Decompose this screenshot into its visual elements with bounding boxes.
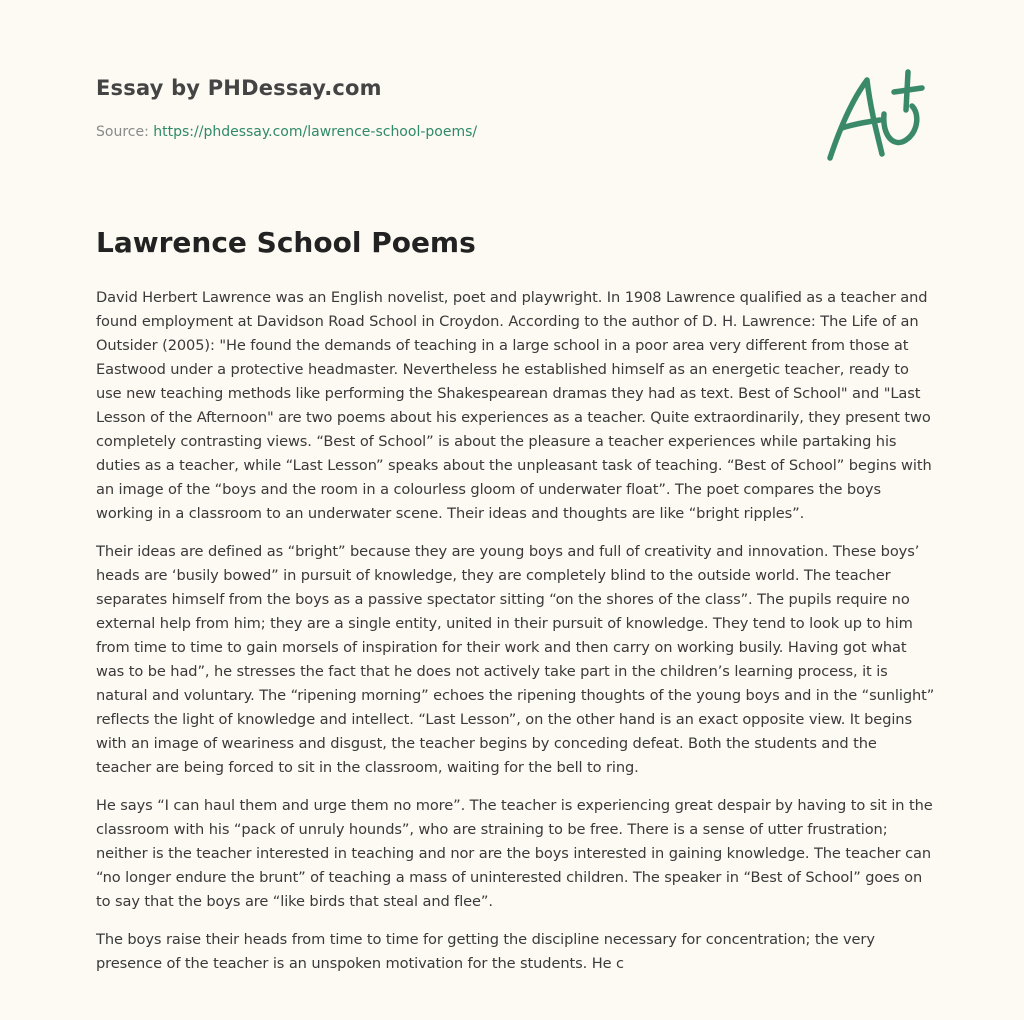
source-label: Source: (96, 124, 149, 140)
essay-paragraph: He says “I can haul them and urge them no more”. The teacher is experiencing great despair by having to sit in the classroom with his “pack of unruly hounds”, who are straining to be free. There is a sense of utter frustration; neither is the teacher interested in teaching and nor are the boys interested in gaining knowledge. The teacher can “no longer endure the brunt” of teaching a mass of uninterested children. The speaker in “Best of School” goes on to say that the boys are “like birds that steal and flee”. (96, 797, 933, 910)
a-plus-logo-icon (820, 66, 930, 166)
essay-paragraph: David Herbert Lawrence was an English novelist, poet and playwright. In 1908 Lawrence qualified as a teacher and found employment at Davidson Road School in Croydon. According to the author of D. H. Lawrence: The Life of an Outsider (2005): "He found the demands of teaching in a large school in a poor area very different from those at Eastwood under a protective headmaster. Nevertheless he established himself as an energetic teacher, ready to use new teaching methods like performing the Shakespearean dramas they had as text. Best of School" and "Last Lesson of the Afternoon" are two poems about his experiences as a teacher. Quite extraordinarily, they present two completely contrasting views. “Best of School” is about the pleasure a teacher experiences while partaking his duties as a teacher, while “Last Lesson” speaks about the unpleasant task of teaching. “Best of School” begins with an image of the “boys and the room in a colourless gloom of underwater float”. The poet compares the boys working in a classroom to an underwater scene. Their ideas and thoughts are like “bright ripples”. (96, 289, 932, 522)
essay-title: Lawrence School Poems (96, 226, 476, 259)
essay-paragraph: Their ideas are defined as “bright” because they are young boys and full of creativity and innovation. These boys’ heads are ‘busily bowed” in pursuit of knowledge, they are completely blind to the outside world. The teacher separates himself from the boys as a passive spectator sitting “on the shores of the class”. The pupils require no external help from him; they are a single entity, united in their pursuit of knowledge. They tend to look up to him from time to time to gain morsels of inspiration for their work and then carry on working busily. Having got what was to be had”, he stresses the fact that he does not actively take part in the children’s learning process, it is natural and voluntary. The “ripening morning” echoes the ripening thoughts of the young boys and in the “sunlight” reflects the light of knowledge and intellect. “Last Lesson”, on the other hand is an exact opposite view. It begins with an image of weariness and disgust, the teacher begins by conceding defeat. Both the students and the teacher are being forced to sit in the classroom, waiting for the bell to ring. (96, 543, 935, 776)
essay-body (96, 286, 936, 990)
source-line (96, 124, 477, 140)
brand-title: Essay by PHDessay.com (96, 76, 382, 100)
essay-paragraph: The boys raise their heads from time to time for getting the discipline necessary for concentration; the very presence of the teacher is an unspoken motivation for the students. He c (96, 931, 875, 972)
source-link[interactable]: https://phdessay.com/lawrence-school-poems/ (153, 124, 478, 140)
